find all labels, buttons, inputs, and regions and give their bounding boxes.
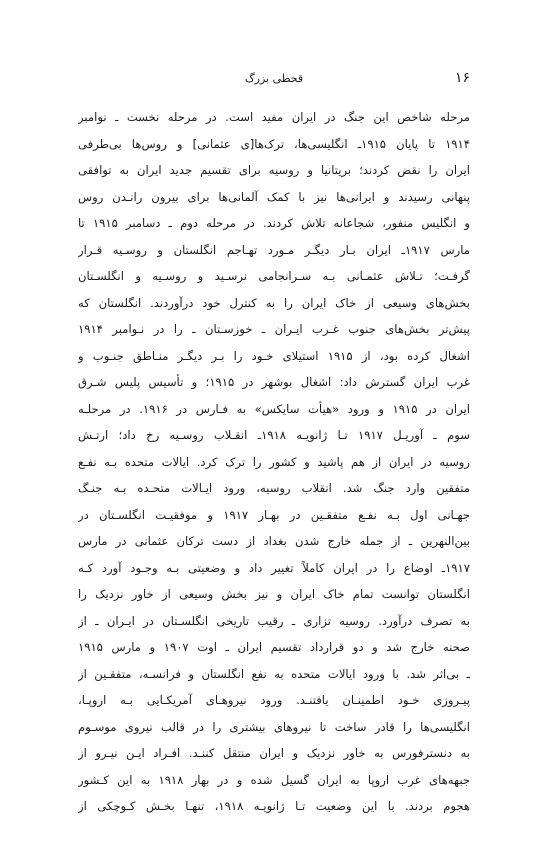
text-line: اشغال کرده بود، از ۱۹۱۵ استیلای خـود را بـر دیگـر منـاطق جنـوب و	[78, 348, 470, 363]
text-line: به دنسترفورس به خاور نزدیک و ایران منتقل کننـد. افـراد ایـن نیـرو از	[78, 746, 470, 760]
text-line: پنهانی رسیدند و ایرانی‌ها نیز با کمک آلمانی‌ها برای بیرون رانـدن روس	[78, 189, 470, 204]
text-line: سوم ـ آوریـل ۱۹۱۷ تـا ژانویـه ۱۹۱۸ـ انقـلاب روسـیه رخ داد؛ ارتـش	[78, 428, 470, 442]
text-line: متفقین وارد جنگ شد. انقلاب روسیه، ورود ایـالات متحـده بـه جنـگ	[78, 481, 470, 495]
text-line: ۱۹۱۷ـ اوضاع را در ایران کاملاً تغییر داد و وضعیتی بـه وجـود آورد کـه	[78, 560, 470, 575]
page-header	[78, 70, 470, 90]
page-number: ۱۶	[454, 70, 470, 86]
text-line: پیش‌تر بخش‌های جنوب غـرب ایـران ـ خوزسـتان ـ را در نـوامبر ۱۹۱۴	[78, 322, 470, 336]
text-line: پیـروزی خـود اطمینـان یافتنـد. ورود نیروهـای آمریکـایی بـه اروپـا،	[78, 693, 470, 707]
text-line: مارس ۱۹۱۷ـ ایران بـار دیگـر مـورد تهـاجم انگلستان و روسـیه قـرار	[78, 242, 470, 257]
text-line: بین‌النهرین ـ از جمله خارج شدن بغداد از دست ترکان عثمانی در مارس	[78, 534, 470, 548]
text-line: ایران را نقض کردند؛ بریتانیا و روسیه برای تقسیم جدید ایران به توافقی	[78, 163, 470, 177]
text-line: روسیه در ایران از هم پاشید و کشور را ترک کرد. ایالات متحده بـه نفـع	[78, 454, 470, 469]
text-line: انگلیسی‌ها را قادر ساخت تا نیروهای بیشتری را در قالب نیروی موسـوم	[78, 719, 470, 734]
text-line: جهـانی اول بـه نفـع متفقـین در بهـار ۱۹۱۷ و موفقیـت انگلسـتان در	[78, 507, 470, 522]
text-line: بخش‌های وسیعی از خاک ایران را به کنترل خود درآوردند. انگلستان که	[78, 295, 470, 310]
text-line: مرحله شاخص این جنگ در ایران مفید است. در مرحله نخست ـ نوامبر	[78, 110, 470, 124]
running-title: قحطی بزرگ	[244, 72, 304, 85]
text-line: ۱۹۱۴ تا پایان ۱۹۱۵ـ انگلیسی‌ها، ترک‌ها[ی عثمانی] و روس‌ها بی‌طرفی	[78, 136, 470, 151]
body-text	[78, 104, 470, 820]
text-line: هجوم بردند. با این وضعیت تـا ژانویـه ۱۹۱۸، تنهـا بخـش کـوچکی از	[78, 799, 470, 813]
text-line: غرب ایران گسترش داد: اشغال بوشهر در ۱۹۱۵؛ و تأسیس پلیس شـرق	[78, 375, 470, 389]
text-line: صحنه خارج شد و دو قرارداد تقسیم ایران ـ اوت ۱۹۰۷ و مارس ۱۹۱۵	[78, 640, 470, 654]
text-line: به تصرف درآورد. روسیه تزاری ـ رقیب تاریخی انگلسـتان در ایـران ـ از	[78, 613, 470, 628]
text-line: ـ بی‌اثر شد. با ورود ایالات متحده به نفع انگلستان و فرانسـه، متفقـین از	[78, 666, 470, 681]
text-line: گرفـت؛ تـلاش عثمـانی بـه سـرانجامی نرسـید و روسـیه و انگلسـتان	[78, 269, 470, 283]
text-line: جبهه‌های غرب اروپا به ایران گسیل شده و در بهار ۱۹۱۸ به این کـشور	[78, 772, 470, 787]
text-line: انگلستان توانست تمام خاک ایران و نیز بخش وسیعی از خاور نزدیک را	[78, 587, 470, 601]
text-line: ایران در ۱۹۱۵ و ورود «هیأت سایکس» به فـارس در ۱۹۱۶. در مرحلـه	[78, 401, 470, 416]
text-line: و انگلیس منفور، شجاعانه تلاش کردند. در مرحله دوم ـ دسامبر ۱۹۱۵ تا	[78, 216, 470, 230]
